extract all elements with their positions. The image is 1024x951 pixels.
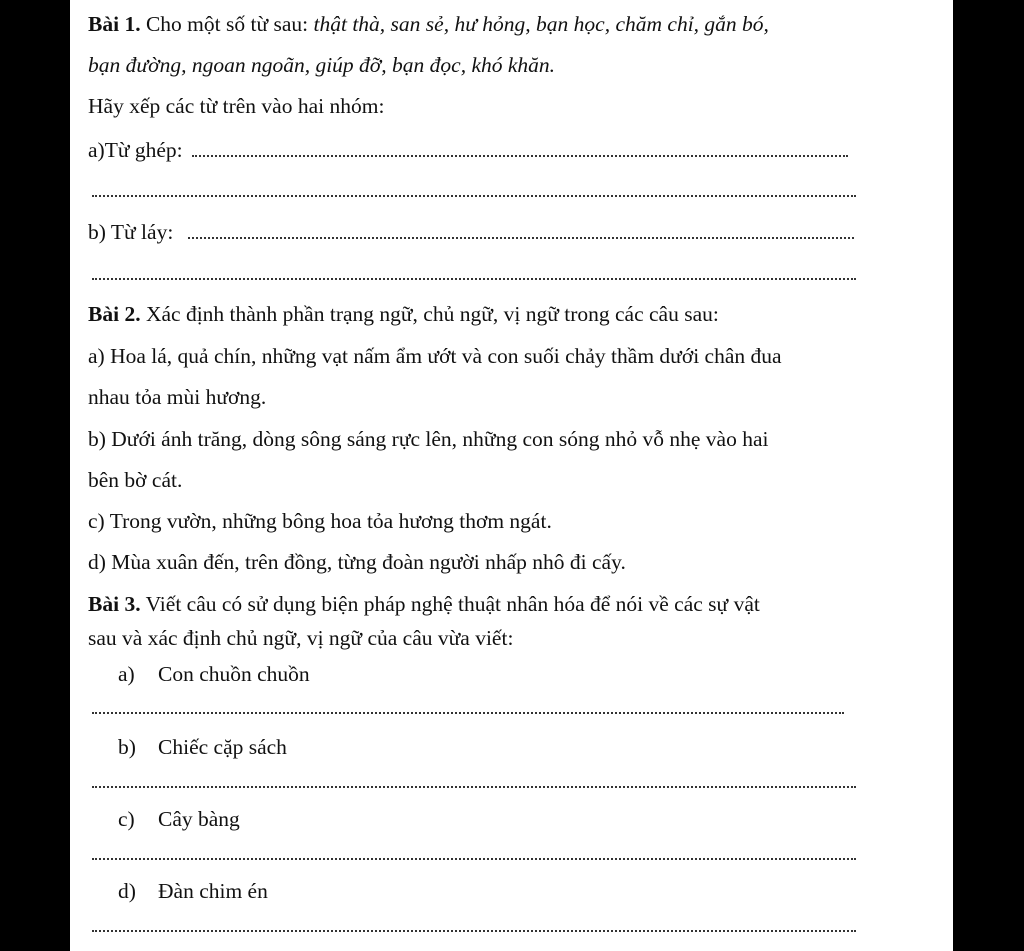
- bai1-heading: Bài 1.: [88, 12, 141, 36]
- bai2-b-line2: bên bờ cát.: [88, 468, 183, 492]
- bai3-item-c-text: Cây bàng: [158, 807, 240, 831]
- bai1-group-a-label: a)Từ ghép:: [88, 138, 183, 162]
- bai3-item-c: [118, 805, 240, 833]
- bai1-words-line2: bạn đường, ngoan ngoãn, giúp đỡ, bạn đọc, khó khăn.: [88, 53, 556, 77]
- bai1-words-line1: thật thà, san sẻ, hư hỏng, bạn học, chăm chỉ, gắn bó,: [313, 12, 769, 36]
- answer-line-item-a[interactable]: [92, 712, 844, 714]
- bai1-group-b-label: b) Từ láy:: [88, 220, 174, 244]
- answer-line-group-a-1[interactable]: [192, 155, 848, 157]
- document-page: [70, 0, 953, 951]
- bai2-b-line1: b) Dưới ánh trăng, dòng sông sáng rực lên, những con sóng nhỏ vỗ nhẹ vào hai: [88, 427, 769, 451]
- bai3-intro-line2: sau và xác định chủ ngữ, vị ngữ của câu vừa viết:: [88, 626, 514, 650]
- bai3-item-b-marker: b): [118, 735, 136, 759]
- bai3-item-d-text: Đàn chim én: [158, 879, 268, 903]
- bai3-heading: Bài 3.: [88, 592, 141, 616]
- bai2-a-line2: nhau tỏa mùi hương.: [88, 385, 267, 409]
- bai3-item-a: [118, 660, 310, 688]
- bai2-heading-line: [88, 300, 719, 328]
- answer-line-group-b-2[interactable]: [92, 278, 856, 280]
- bai2-c: c) Trong vườn, những bông hoa tỏa hương thơm ngát.: [88, 509, 552, 533]
- bai2-heading: Bài 2.: [88, 302, 141, 326]
- bai1-intro: Cho một số từ sau:: [140, 12, 314, 36]
- bai3-item-a-text: Con chuồn chuồn: [158, 662, 310, 686]
- bai3-item-d: [118, 877, 268, 905]
- bai3-item-d-marker: d): [118, 879, 136, 903]
- bai3-item-b: [118, 733, 287, 761]
- bai3-item-a-marker: a): [118, 662, 135, 686]
- bai1-instruction: Hãy xếp các từ trên vào hai nhóm:: [88, 94, 385, 118]
- bai3-item-b-text: Chiếc cặp sách: [158, 735, 287, 759]
- answer-line-group-b-1[interactable]: [188, 237, 854, 239]
- bai2-a-line1: a) Hoa lá, quả chín, những vạt nấm ẩm ướt và con suối chảy thầm dưới chân đua: [88, 344, 782, 368]
- answer-line-group-a-2[interactable]: [92, 195, 856, 197]
- bai2-intro: Xác định thành phần trạng ngữ, chủ ngữ, vị ngữ trong các câu sau:: [140, 302, 719, 326]
- bai3-heading-line: [88, 590, 760, 618]
- bai1-line2: [88, 51, 555, 79]
- bai2-d: d) Mùa xuân đến, trên đồng, từng đoàn người nhấp nhô đi cấy.: [88, 550, 626, 574]
- answer-line-item-c[interactable]: [92, 858, 856, 860]
- answer-line-item-b[interactable]: [92, 786, 856, 788]
- bai3-item-c-marker: c): [118, 807, 135, 831]
- answer-line-item-d[interactable]: [92, 930, 856, 932]
- bai1-line1: [88, 10, 769, 38]
- bai3-intro-line1: Viết câu có sử dụng biện pháp nghệ thuật nhân hóa để nói về các sự vật: [140, 592, 760, 616]
